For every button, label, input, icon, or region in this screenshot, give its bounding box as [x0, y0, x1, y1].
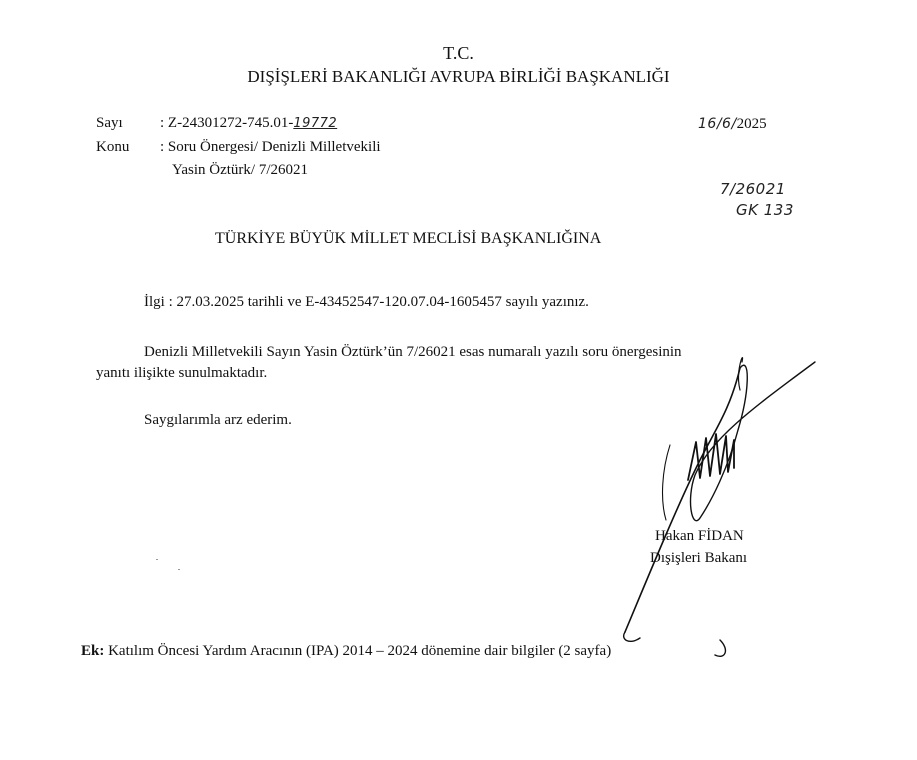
signature-scribble [600, 350, 830, 670]
scan-speck [156, 559, 158, 560]
scan-speck [178, 569, 180, 570]
date-year: 2025 [736, 116, 767, 132]
header-ministry: DIŞİŞLERİ BAKANLIĞI AVRUPA BİRLİĞİ BAŞKANLIĞI [247, 67, 670, 86]
header-tc: T.C. [443, 43, 474, 63]
signature-stroke-main [625, 368, 740, 632]
body-paragraph-line1: Denizli Milletvekili Sayın Yasin Öztürk’ün 7/26021 esas numaralı yazılı soru önergesinin [144, 344, 682, 360]
konu-value-line2: Yasin Öztürk/ 7/26021 [172, 162, 308, 178]
signatory-name: Hakan FİDAN [655, 528, 744, 544]
sayi-label: Sayı [96, 115, 123, 131]
date-handwritten: 16/6/ [698, 116, 737, 132]
konu-value-line1: : Soru Önergesi/ Denizli Milletvekili [160, 139, 381, 155]
attachment-label: Ek: [81, 643, 105, 659]
body-paragraph-line2: yanıtı ilişikte sunulmaktadır. [96, 365, 268, 381]
signature-stroke-tail [624, 632, 726, 656]
document-date [698, 116, 767, 133]
sayi-handwritten: 19772 [293, 116, 338, 131]
signature-stroke-left [663, 445, 670, 520]
reference-line: İlgi : 27.03.2025 tarihli ve E-43452547-120.07.04-1605457 sayılı yazınız. [144, 294, 589, 310]
signature-stroke-zigzag [688, 434, 734, 480]
closing-line: Saygılarımla arz ederim. [144, 412, 292, 428]
sayi-value [160, 115, 337, 132]
attachment-text: Katılım Öncesi Yardım Aracının (IPA) 2014 – 2024 dönemine dair bilgiler (2 sayfa) [104, 643, 612, 659]
attachment-line [81, 643, 611, 660]
handwritten-note-2: GK 133 [736, 201, 794, 219]
addressee: TÜRKİYE BÜYÜK MİLLET MECLİSİ BAŞKANLIĞINA [215, 230, 602, 247]
signature-stroke-upper [739, 358, 743, 390]
signatory-title: Dışişleri Bakanı [650, 550, 748, 566]
handwritten-note-1: 7/26021 [720, 180, 786, 198]
konu-label: Konu [96, 139, 130, 155]
sayi-number: : Z-24301272-745.01- [160, 115, 294, 131]
